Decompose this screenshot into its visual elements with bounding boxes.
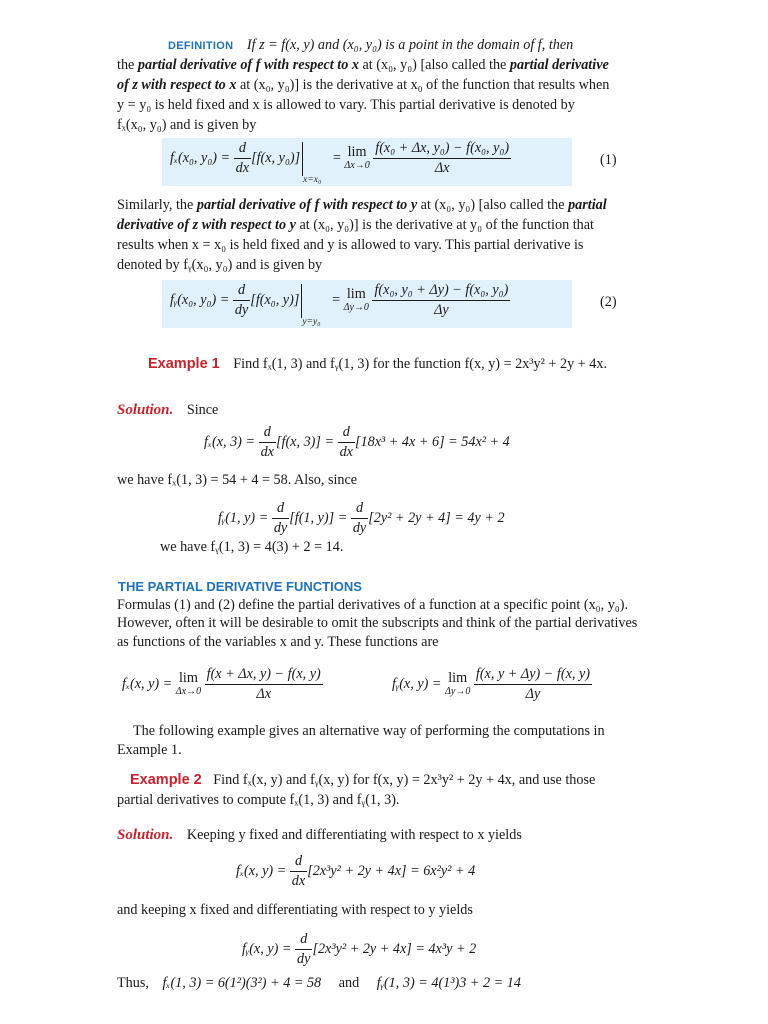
eq2-d-dy [233,282,250,319]
d-denominator: dy [297,951,311,967]
d-denominator: dx [260,444,274,460]
d-denominator: dx [339,444,353,460]
solution-1-we-have-1 [117,472,357,489]
solution-1-label: Solution. [117,402,174,418]
evaluation-bar [302,142,303,176]
definition-line-2 [117,57,609,74]
example-2 [130,772,595,789]
similarly-line-3 [117,237,583,254]
fy-function-definition [392,666,592,703]
paragraph-text: at (x₀, y₀) [also called the [420,197,565,213]
section-line-1 [117,597,628,614]
example-2-line-2 [117,792,399,809]
following-line-2 [117,742,182,759]
d-numerator: d [295,931,312,950]
fraction-numerator: f(x₀, y₀ + Δy) − f(x₀, y₀) [372,282,510,301]
d-numerator: d [351,500,368,519]
solution-2 [117,827,522,844]
solution-1 [117,402,218,419]
paragraph-text: at (x₀, y₀)] is the derivative at y₀ of the function that [299,217,594,233]
solution-2-text: Keeping y fixed and differentiating with respect to x yields [186,827,522,843]
eq1-fraction [373,140,511,177]
equation-number-1: (1) [600,152,617,168]
lim-text: lim [178,669,198,686]
paragraph-text: we have fᵧ(1, 3) = 4(3) + 2 = 14. [160,539,344,555]
example-1-text: Find fₓ(1, 3) and fᵧ(1, 3) for the function f(x, y) = 2x³y² + 2y + 4x. [233,356,608,372]
d-numerator: d [290,853,307,872]
eq-lhs: fᵧ(x, y) = [242,940,292,957]
eq2-lhs: fᵧ(x₀, y₀) = [170,291,230,308]
d-numerator: d [259,424,276,443]
d-numerator: d [233,282,250,301]
section-line-3 [117,634,438,651]
d-denominator: dx [291,873,306,889]
fraction-numerator: f(x₀ + Δx, y₀) − f(x₀, y₀) [373,140,511,159]
fraction-denominator: Δx [256,686,272,702]
result-fy: fᵧ(1, 3) = 4(1³)3 + 2 = 14 [376,975,521,991]
example-1 [148,356,607,373]
definition-line-5 [117,117,256,134]
lim-subscript: Δx→0 [344,159,370,171]
definition-line-3 [117,77,609,94]
solution-1-we-have-2 [160,539,343,556]
definition-text: the [117,57,135,73]
eq-rhs: [18x³ + 4x + 6] = 54x² + 4 [354,433,510,450]
partial-derivative-term: partial derivative of f with respect to y [196,197,418,213]
d-dy-operator [295,931,312,968]
fraction-numerator: f(x, y + Δy) − f(x, y) [474,666,592,685]
evaluation-bar [301,284,302,318]
d-dx-operator [290,853,307,890]
paragraph-text: Example 1. [117,742,182,758]
paragraph-text: and [338,975,360,991]
d-dx-operator [338,424,355,461]
lim-text: lim [346,285,366,302]
partial-derivative-term: of z with respect to x [117,77,237,93]
d-numerator: d [272,500,289,519]
lim-subscript: Δy→0 [445,685,471,697]
eq-middle: [f(x, 3)] = [275,433,335,450]
eq-lhs: fᵧ(1, y) = [218,509,269,526]
paragraph-text: Formulas (1) and (2) define the partial derivatives of a function at a specific point (x₀, y₀). [117,597,629,613]
paragraph-text: results when x = x₀ is held fixed and y is allowed to vary. This partial derivative is [117,237,584,253]
definition-text: at (x₀, y₀)] is the derivative at x₀ of the function that results when [239,77,610,93]
equation-1 [170,140,511,185]
example-2-text: Find fₓ(x, y) and fᵧ(x, y) for f(x, y) = 2x³y² + 2y + 4x, and use those [213,772,596,788]
eq1-limit [344,145,369,173]
result-fx: fₓ(1, 3) = 6(1²)(3²) + 4 = 58 [162,975,322,991]
eq-lhs: fₓ(x, y) = [236,862,287,879]
partial-derivative-term: derivative of z with respect to y [117,217,296,233]
solution-1-text: Since [186,402,219,418]
eq-lhs: fₓ(x, 3) = [204,433,256,450]
example-1-label: Example 1 [148,356,220,372]
solution-2-equation-b [242,931,476,968]
paragraph-text: and keeping x fixed and differentiating with respect to y yields [117,902,473,918]
eq2-bracket: [f(x₀, y)] [250,291,300,308]
fy-fraction [474,666,592,703]
fraction-numerator: f(x + Δx, y) − f(x, y) [205,666,323,685]
eq1-lhs: fₓ(x₀, y₀) = [170,149,231,166]
fy-lhs: fᵧ(x, y) = [392,675,442,692]
solution-1-equation-a [204,424,510,461]
eq2-eval-sub: y=y₀ [302,316,321,327]
d-numerator: d [234,140,251,159]
fraction-denominator: Δy [525,686,541,702]
paragraph-text: denoted by fᵧ(x₀, y₀) and is given by [117,257,323,273]
eq-rhs: [2x³y² + 2y + 4x] = 6x²y² + 4 [307,862,476,879]
d-denominator: dx [235,160,250,176]
paragraph-text: However, often it will be desirable to omit the subscripts and think of the partial derivatives [117,615,638,631]
d-dy-operator [272,500,289,537]
lim-text: lim [347,143,367,160]
definition-text: fₓ(x₀, y₀) and is given by [117,117,257,133]
definition-text: y = y₀ is held fixed and x is allowed to vary. This partial derivative is denoted by [117,97,575,113]
solution-2-label: Solution. [117,827,174,843]
d-denominator: dy [234,302,249,318]
definition-text: at (x₀, y₀) [also called the [362,57,507,73]
d-denominator: dy [352,520,367,536]
definition-line-1 [168,37,573,54]
partial-derivative-term: partial [568,197,607,213]
fraction-denominator: Δy [434,302,449,318]
definition-text: If z = f(x, y) and (x₀, y₀) is a point in the domain of f, then [246,37,574,53]
paragraph-text: Similarly, the [117,197,194,213]
d-denominator: dy [273,520,288,536]
solution-1-equation-b [218,500,505,537]
fx-lhs: fₓ(x, y) = [122,675,173,692]
equals-sign: = [332,291,341,308]
eq2-fraction [372,282,510,319]
eq2-limit [344,287,369,315]
solution-2-equation-a [236,853,475,890]
definition-line-4 [117,97,575,114]
fx-fraction [205,666,323,703]
equation-2 [170,282,510,327]
similarly-line-4 [117,257,322,274]
eq-rhs: [2y² + 2y + 4] = 4y + 2 [368,509,505,526]
partial-derivative-term: partial derivative [509,57,609,73]
partial-derivative-term: partial derivative of f with respect to x [137,57,359,73]
section-heading: THE PARTIAL DERIVATIVE FUNCTIONS [118,579,362,594]
eq1-eval-sub: x=x₀ [303,174,322,185]
equals-sign: = [332,149,341,166]
paragraph-text: Thus, [117,975,149,991]
paragraph-text: as functions of the variables x and y. These functions are [117,634,439,650]
section-line-2 [117,615,637,632]
paragraph-text: partial derivatives to compute fₓ(1, 3) and fᵧ(1, 3). [117,792,400,808]
fy-limit [445,671,470,699]
eq1-d-dx [234,140,251,177]
lim-subscript: Δy→0 [343,301,369,313]
example-2-label: Example 2 [130,772,202,788]
solution-2-and-keeping [117,902,473,919]
d-dy-operator [351,500,368,537]
paragraph-text: we have fₓ(1, 3) = 54 + 4 = 58. Also, since [117,472,358,488]
fx-limit [176,671,201,699]
definition-heading: DEFINITION [168,40,234,52]
d-numerator: d [338,424,355,443]
paragraph-text: The following example gives an alternative way of performing the computations in [133,723,605,739]
d-dx-operator [259,424,276,461]
lim-subscript: Δx→0 [175,685,202,697]
eq1-bracket: [f(x, y₀)] [251,149,301,166]
similarly-line-2 [117,217,594,234]
fraction-denominator: Δx [434,160,450,176]
fx-function-definition [122,666,323,703]
solution-2-thus [117,975,521,992]
eq-rhs: [2x³y² + 2y + 4x] = 4x³y + 2 [312,940,477,957]
similarly-line-1 [117,197,607,214]
following-line-1 [133,723,605,740]
lim-text: lim [448,669,468,686]
equation-number-2: (2) [600,294,617,310]
eq-middle: [f(1, y)] = [289,509,348,526]
